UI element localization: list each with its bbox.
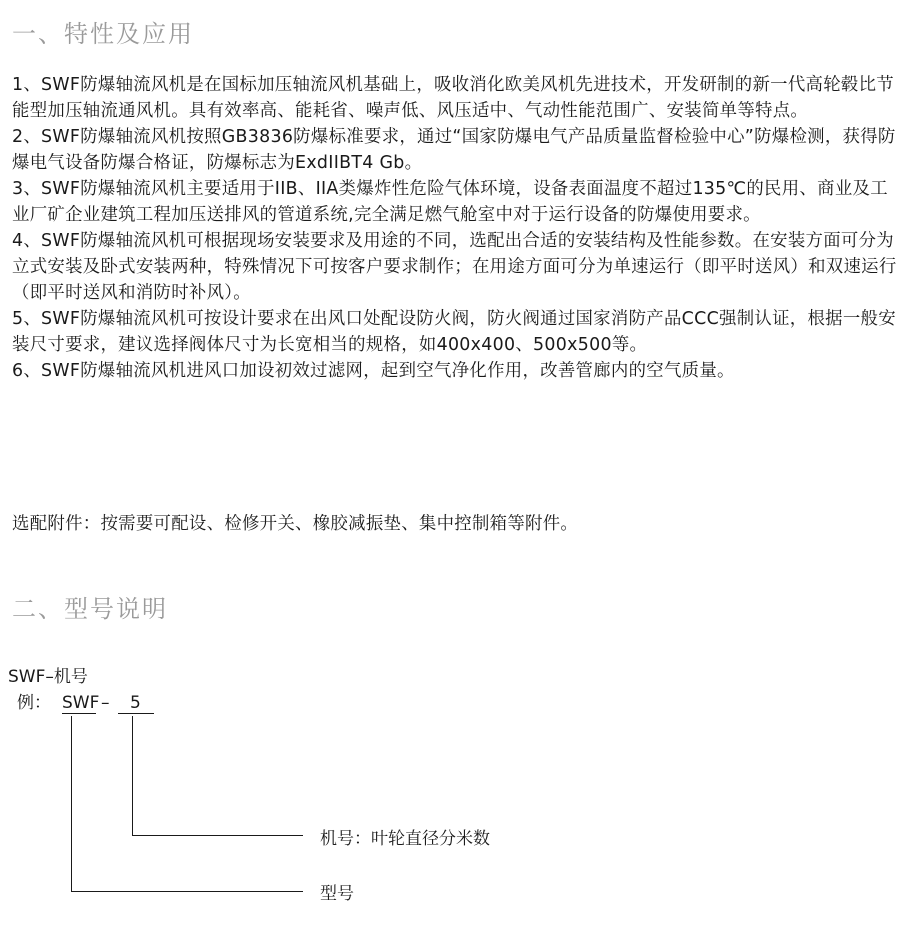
example-model: SWF (62, 693, 100, 713)
example-dash: – (101, 693, 110, 713)
model-format: SWF–机号 (8, 667, 88, 687)
paragraph-3: 3、SWF防爆轴流风机主要适用于IIB、IIA类爆炸性危险气体环境，设备表面温度不超过135℃的民用、商业及工业厂矿企业建筑工程加压送排风的管道系统,完全满足燃气舱室中对于运行设备的防爆使用要求。 (12, 179, 888, 225)
example-prefix: 例： (17, 693, 51, 713)
paragraph-2: 2、SWF防爆轴流风机按照GB3836防爆标准要求，通过“国家防爆电气产品质量监督检验中心”防爆检测，获得防爆电气设备防爆合格证，防爆标志为ExdIIBT4 Gb。 (12, 127, 896, 173)
number-label: 机号：叶轮直径分米数 (320, 829, 490, 849)
model-underline (62, 713, 96, 714)
model-leader-horizontal (71, 891, 303, 892)
optional-accessories: 选配附件：按需要可配设、检修开关、橡胶减振垫、集中控制箱等附件。 (12, 514, 579, 534)
model-label: 型号 (320, 884, 354, 904)
number-leader-vertical (132, 716, 133, 836)
section-title-characteristics: 一、特性及应用 (12, 20, 194, 48)
number-underline (118, 713, 154, 714)
example-number: 5 (130, 693, 141, 713)
section-title-model-description: 二、型号说明 (12, 595, 168, 623)
paragraph-5: 5、SWF防爆轴流风机可按设计要求在出风口处配设防火阀，防火阀通过国家消防产品CCC强制认证，根据一般安装尺寸要求，建议选择阀体尺寸为长宽相当的规格，如400x400、500x500等。 (12, 309, 896, 355)
paragraph-6: 6、SWF防爆轴流风机进风口加设初效过滤网，起到空气净化作用，改善管廊内的空气质量。 (12, 361, 735, 381)
number-leader-horizontal (132, 835, 303, 836)
characteristics-list (12, 72, 904, 384)
paragraph-4: 4、SWF防爆轴流风机可根据现场安装要求及用途的不同，选配出合适的安装结构及性能参数。在安装方面可分为立式安装及卧式安装两种，特殊情况下可按客户要求制作；在用途方面可分为单速运行（即平时送风）和双速运行（即平时送风和消防时补风）。 (12, 231, 897, 303)
model-leader-vertical (71, 716, 72, 892)
paragraph-1: 1、SWF防爆轴流风机是在国标加压轴流风机基础上，吸收消化欧美风机先进技术，开发研制的新一代高轮毂比节能型加压轴流通风机。具有效率高、能耗省、噪声低、风压适中、气动性能范围广、安装简单等特点。 (12, 75, 894, 121)
